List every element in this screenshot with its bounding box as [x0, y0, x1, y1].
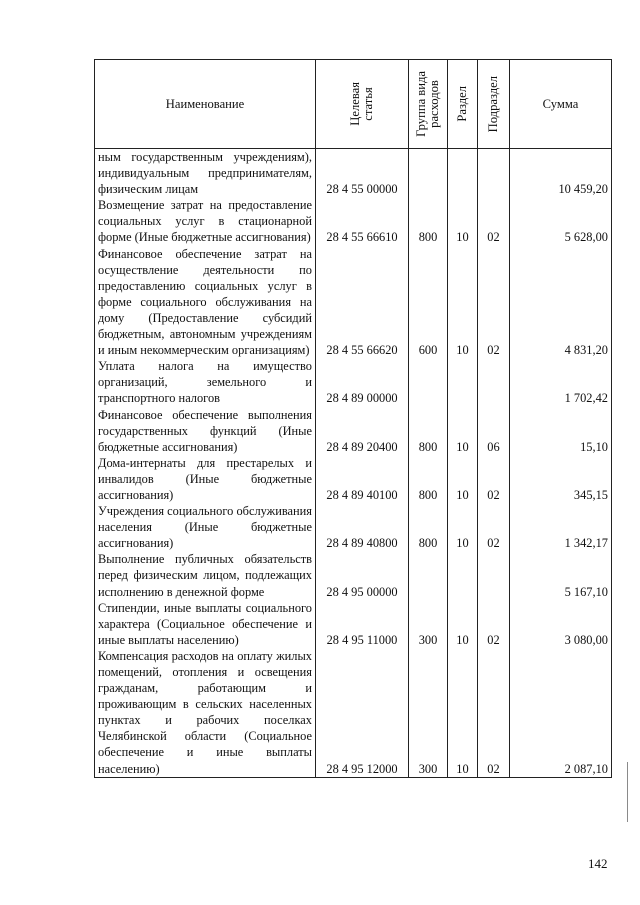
row-group: 800: [409, 503, 448, 551]
row-group: 800: [409, 197, 448, 245]
row-group: [409, 551, 448, 599]
table-row: [95, 648, 612, 777]
header-group-cell: [409, 60, 448, 149]
table-row: [95, 551, 612, 599]
row-subsection: 02: [478, 455, 510, 503]
row-section: 10: [448, 648, 478, 777]
row-sum: 10 459,20: [510, 149, 612, 198]
table-header-row: [95, 60, 612, 149]
header-section: Раздел: [455, 86, 469, 122]
page-number: 142: [588, 856, 608, 871]
row-section: 10: [448, 407, 478, 455]
row-target: 28 4 89 20400: [316, 407, 409, 455]
row-sum: 3 080,00: [510, 600, 612, 648]
row-subsection: 06: [478, 407, 510, 455]
row-name: Финансовое обеспечение затрат на осуществление деятельности по предоставлению социальных услуг в форме социального обслуживания на дому (Предоставление субсидий бюджетным, автономным учреждениям и иным некоммерческим организациям): [95, 246, 316, 359]
row-target: 28 4 89 40100: [316, 455, 409, 503]
row-target: 28 4 55 66610: [316, 197, 409, 245]
row-name: ным государственным учреждениям), индивидуальным предпринимателям, физическим лицам: [95, 149, 316, 198]
row-name: Финансовое обеспечение выполнения государственных функций (Иные бюджетные ассигнования): [95, 407, 316, 455]
header-sum: Сумма: [510, 60, 612, 149]
row-target: 28 4 89 00000: [316, 358, 409, 406]
row-group: [409, 149, 448, 198]
header-name: Наименование: [95, 60, 316, 149]
row-subsection: 02: [478, 246, 510, 359]
row-group: 300: [409, 648, 448, 777]
row-group: [409, 358, 448, 406]
row-sum: 2 087,10: [510, 648, 612, 777]
row-name: Учреждения социального обслуживания населения (Иные бюджетные ассигнования): [95, 503, 316, 551]
row-section: 10: [448, 503, 478, 551]
row-group: 800: [409, 407, 448, 455]
row-section: [448, 551, 478, 599]
row-target: 28 4 89 40800: [316, 503, 409, 551]
row-name: Уплата налога на имущество организаций, земельного и транспортного налогов: [95, 358, 316, 406]
row-section: 10: [448, 600, 478, 648]
row-sum: 1 702,42: [510, 358, 612, 406]
table-row: [95, 149, 612, 198]
budget-table: [94, 59, 612, 778]
table-row: [95, 503, 612, 551]
table-body: [95, 149, 612, 778]
header-section-cell: [448, 60, 478, 149]
row-target: 28 4 55 66620: [316, 246, 409, 359]
row-subsection: 02: [478, 503, 510, 551]
row-sum: 5 167,10: [510, 551, 612, 599]
header-subsection-cell: [478, 60, 510, 149]
table-row: [95, 358, 612, 406]
scan-artifact-line: [627, 762, 628, 822]
row-group: 300: [409, 600, 448, 648]
table-row: [95, 455, 612, 503]
row-sum: 5 628,00: [510, 197, 612, 245]
row-name: Компенсация расходов на оплату жилых помещений, отопления и освещения гражданам, работающим и проживающим в сельских населенных пунктах и рабочих поселках Челябинской области (Социальное обеспечение и иные выплаты населению): [95, 648, 316, 777]
row-section: 10: [448, 197, 478, 245]
header-subsection: Подраздел: [486, 75, 500, 133]
row-name: Стипендии, иные выплаты социального характера (Социальное обеспечение и иные выплаты населению): [95, 600, 316, 648]
row-name: Дома-интернаты для престарелых и инвалидов (Иные бюджетные ассигнования): [95, 455, 316, 503]
row-name: Возмещение затрат на предоставление социальных услуг в стационарной форме (Иные бюджетные ассигнования): [95, 197, 316, 245]
header-target: Целевая статья: [348, 82, 375, 126]
header-group: Группа вида расходов: [414, 71, 441, 137]
row-section: 10: [448, 455, 478, 503]
row-sum: 345,15: [510, 455, 612, 503]
row-subsection: 02: [478, 600, 510, 648]
row-target: 28 4 95 11000: [316, 600, 409, 648]
row-subsection: [478, 358, 510, 406]
row-group: 800: [409, 455, 448, 503]
table-row: [95, 407, 612, 455]
row-sum: 4 831,20: [510, 246, 612, 359]
row-target: 28 4 95 12000: [316, 648, 409, 777]
row-subsection: [478, 551, 510, 599]
row-name: Выполнение публичных обязательств перед физическим лицом, подлежащих исполнению в денежной форме: [95, 551, 316, 599]
row-section: [448, 358, 478, 406]
table-row: [95, 246, 612, 359]
table-row: [95, 197, 612, 245]
row-subsection: [478, 149, 510, 198]
row-section: 10: [448, 246, 478, 359]
header-target-cell: [316, 60, 409, 149]
row-subsection: 02: [478, 648, 510, 777]
row-section: [448, 149, 478, 198]
row-subsection: 02: [478, 197, 510, 245]
table-row: [95, 600, 612, 648]
row-sum: 15,10: [510, 407, 612, 455]
row-group: 600: [409, 246, 448, 359]
row-sum: 1 342,17: [510, 503, 612, 551]
row-target: 28 4 55 00000: [316, 149, 409, 198]
row-target: 28 4 95 00000: [316, 551, 409, 599]
